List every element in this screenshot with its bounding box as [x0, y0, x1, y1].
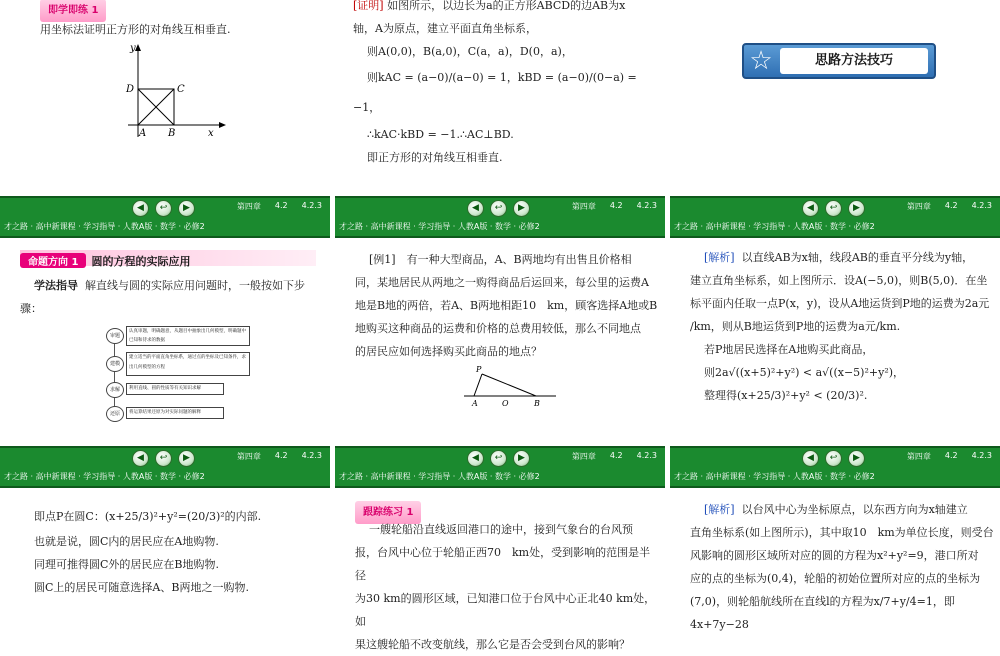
s1-question: 用坐标法证明正方形的对角线互相垂直.	[40, 23, 231, 36]
analysis-label: [解析]	[704, 251, 735, 264]
flow-step: 求解 利用直线、圆的性质等有关知识求解	[106, 380, 246, 400]
svg-text:A: A	[472, 399, 478, 408]
flow-step: 建模 建立适当的平面直角坐标系，通过点的坐标及已知条件，求出几何模型的方程	[106, 352, 246, 378]
slide-1	[0, 0, 330, 216]
next-button[interactable]: ▶	[848, 450, 865, 467]
section-title: 圆的方程的实际应用	[91, 255, 191, 268]
header-bar: 才之路 · 高中新课程 · 学习指导 · 人教A版 · 数学 · 必修2	[0, 468, 330, 488]
slide-7: 才之路 · 高中新课程 · 学习指导 · 人教A版 · 数学 · 必修2 即点P在圆C：(x+25/3)²+y²=(20/3)²的内部. 也就是说，圆C内的居民应在A地购物. 同理可推得圆C外的居民应在B地购物. 圆C上的居民可随意选择A、B两地之一购物.	[0, 468, 330, 600]
next-button[interactable]: ▶	[513, 450, 530, 467]
slide-6: 才之路 · 高中新课程 · 学习指导 · 人教A版 · 数学 · 必修2 [解析] 以直线AB为x轴，线段AB的垂直平分线为y轴， 建立直角坐标系，如上图所示．设A(−5,0)，则B(5,0)．在坐 标平面内任取一点P(x，y)，设从A地运货到P地的运费为2a元 /km，则从B地运货到P地的运费为a元/km. 若P地居民选择在A地购买此商品， 则2a√((x+5)²+y²) < a√((x−5)²+y²)， 整理得(x+25/3)²+y² < (20/3)². ◀ ↩ ▶ 第四章 4.2 4.2.3	[670, 218, 1000, 466]
return-button[interactable]: ↩	[490, 450, 507, 467]
prev-button[interactable]: ◀	[132, 200, 149, 217]
follow-practice-tag: 跟踪练习 1	[355, 501, 421, 524]
header-bar: 才之路 · 高中新课程 · 学习指导 · 人教A版 · 数学 · 必修2	[335, 468, 665, 488]
footer-bar: ◀ ↩ ▶ 第四章 4.2 4.2.3	[0, 446, 330, 468]
flow-step: 审题 认真审题，明确题意，从题目中抽象出几何模型，明确题中已知和待求的数据	[106, 326, 246, 348]
svg-text:B: B	[534, 399, 540, 408]
return-button[interactable]: ↩	[825, 200, 842, 217]
footer-bar: ◀ ↩ ▶ 第四章 4.2 4.2.3	[335, 196, 665, 218]
method-banner	[742, 43, 936, 79]
svg-text:D: D	[126, 84, 135, 95]
next-button[interactable]: ▶	[513, 200, 530, 217]
header-bar: 才之路 · 高中新课程 · 学习指导 · 人教A版 · 数学 · 必修2	[670, 468, 1000, 488]
svg-text:A: A	[139, 128, 147, 139]
svg-text:C: C	[177, 84, 185, 95]
slide-2: [证明] 如图所示，以边长为a的正方形ABCD的边AB为x 轴，A为原点，建立平面直角坐标系， 则A(0,0)，B(a,0)，C(a，a)，D(0，a)， 则kAC = (a−0)/(a−0) = 1，kBD = (a−0)/(0−a) = −1， ∴kAC·kBD = −1.∴AC⊥BD. 即正方形的对角线互相垂直. ◀ ↩ ▶ 第四章 4.2 4.2.3	[335, 0, 665, 216]
direction-tag: 命题方向 1	[20, 253, 86, 268]
header-bar: 才之路 · 高中新课程 · 学习指导 · 人教A版 · 数学 · 必修2	[670, 218, 1000, 238]
svg-text:y: y	[130, 43, 136, 54]
prev-button[interactable]: ◀	[802, 200, 819, 217]
analysis-label: [解析]	[704, 503, 735, 516]
slide-5: 才之路 · 高中新课程 · 学习指导 · 人教A版 · 数学 · 必修2 [例1] 有一种大型商品，A、B两地均有出售且价格相 同，某地居民从两地之一购得商品后运回来，每公里的运费A 地是B地的两倍，若A、B两地相距10 km，顾客选择A地或B 地购买这种商品的运费和价格的总费用较低，那么不同地点 的居民应如何选择购买此商品的地点？ P A O B ◀ ↩ ▶ 第四章 4.2 4.2.3	[335, 218, 665, 466]
prev-button[interactable]: ◀	[467, 450, 484, 467]
slide-8: 才之路 · 高中新课程 · 学习指导 · 人教A版 · 数学 · 必修2 跟踪练习 1 一艘轮船沿直线返回港口的途中，接到气象台的台风预 报，台风中心位于轮船正西70 km处，受到影响的范围是半径 为30 km的圆形区域，已知港口位于台风中心正北40 km处，如 果这艘轮船不改变航线，那么它是否会受到台风的影响？	[335, 468, 665, 600]
flow-step: 还原 将运算结果还原为对实际问题的解释	[106, 404, 246, 424]
return-button[interactable]: ↩	[825, 450, 842, 467]
proof-label: [证明]	[353, 0, 384, 12]
practice-tag: 即学即练 1	[40, 0, 106, 22]
next-button[interactable]: ▶	[178, 450, 195, 467]
square-diagram	[120, 42, 230, 142]
return-button[interactable]: ↩	[155, 200, 172, 217]
flowchart	[106, 326, 246, 424]
svg-text:P: P	[476, 365, 482, 374]
location-diagram	[460, 360, 560, 410]
svg-text:O: O	[502, 399, 509, 408]
prev-button[interactable]: ◀	[132, 450, 149, 467]
header-bar: 才之路 · 高中新课程 · 学习指导 · 人教A版 · 数学 · 必修2	[0, 218, 330, 238]
next-button[interactable]: ▶	[178, 200, 195, 217]
star-icon: ☆	[749, 46, 773, 76]
footer-bar: ◀ ↩ ▶ 第四章 4.2 4.2.3	[0, 196, 330, 218]
prev-button[interactable]: ◀	[467, 200, 484, 217]
slide-9: 才之路 · 高中新课程 · 学习指导 · 人教A版 · 数学 · 必修2 [解析] 以台风中心为坐标原点，以东西方向为x轴建立 直角坐标系(如上图所示)，其中取10 km为单位长度，则受台 风影响的圆形区域所对应的圆的方程为x²+y²=9，港口所对 应的点的坐标为(0,4)，轮船的初始位置所对应的点的坐标为 (7,0)，则轮船航线所在直线l的方程为x/7+y/4=1，即4x+7y−28	[670, 468, 1000, 600]
footer-bar: ◀ ↩ ▶ 第四章 4.2 4.2.3	[670, 196, 1000, 218]
svg-text:B: B	[168, 128, 176, 139]
svg-text:x: x	[208, 128, 214, 139]
footer-bar: ◀ ↩ ▶ 第四章 4.2 4.2.3	[670, 446, 1000, 468]
banner-title: 思路方法技巧	[780, 48, 928, 74]
slide-4: 才之路 · 高中新课程 · 学习指导 · 人教A版 · 数学 · 必修2 命题方向 1 圆的方程的实际应用 学法指导 解直线与圆的实际应用问题时，一般按如下步骤： 审题 认真审题，明确题意，从题目中抽象出几何模型，明确题中已知和待求的数据 建模 建立适当的平面直角坐标系，通过点的坐标及已知条件，求出几何模型的方程 求解 利用直线、圆的性质等有关知识求解 还原 将运算结果还原为对实际问题的解释 ◀ ↩ ▶ 第四章 4.2 4.2.3	[0, 218, 330, 466]
return-button[interactable]: ↩	[155, 450, 172, 467]
return-button[interactable]: ↩	[490, 200, 507, 217]
slide-3	[670, 0, 1000, 216]
next-button[interactable]: ▶	[848, 200, 865, 217]
header-bar: 才之路 · 高中新课程 · 学习指导 · 人教A版 · 数学 · 必修2	[335, 218, 665, 238]
footer-bar: ◀ ↩ ▶ 第四章 4.2 4.2.3	[335, 446, 665, 468]
prev-button[interactable]: ◀	[802, 450, 819, 467]
